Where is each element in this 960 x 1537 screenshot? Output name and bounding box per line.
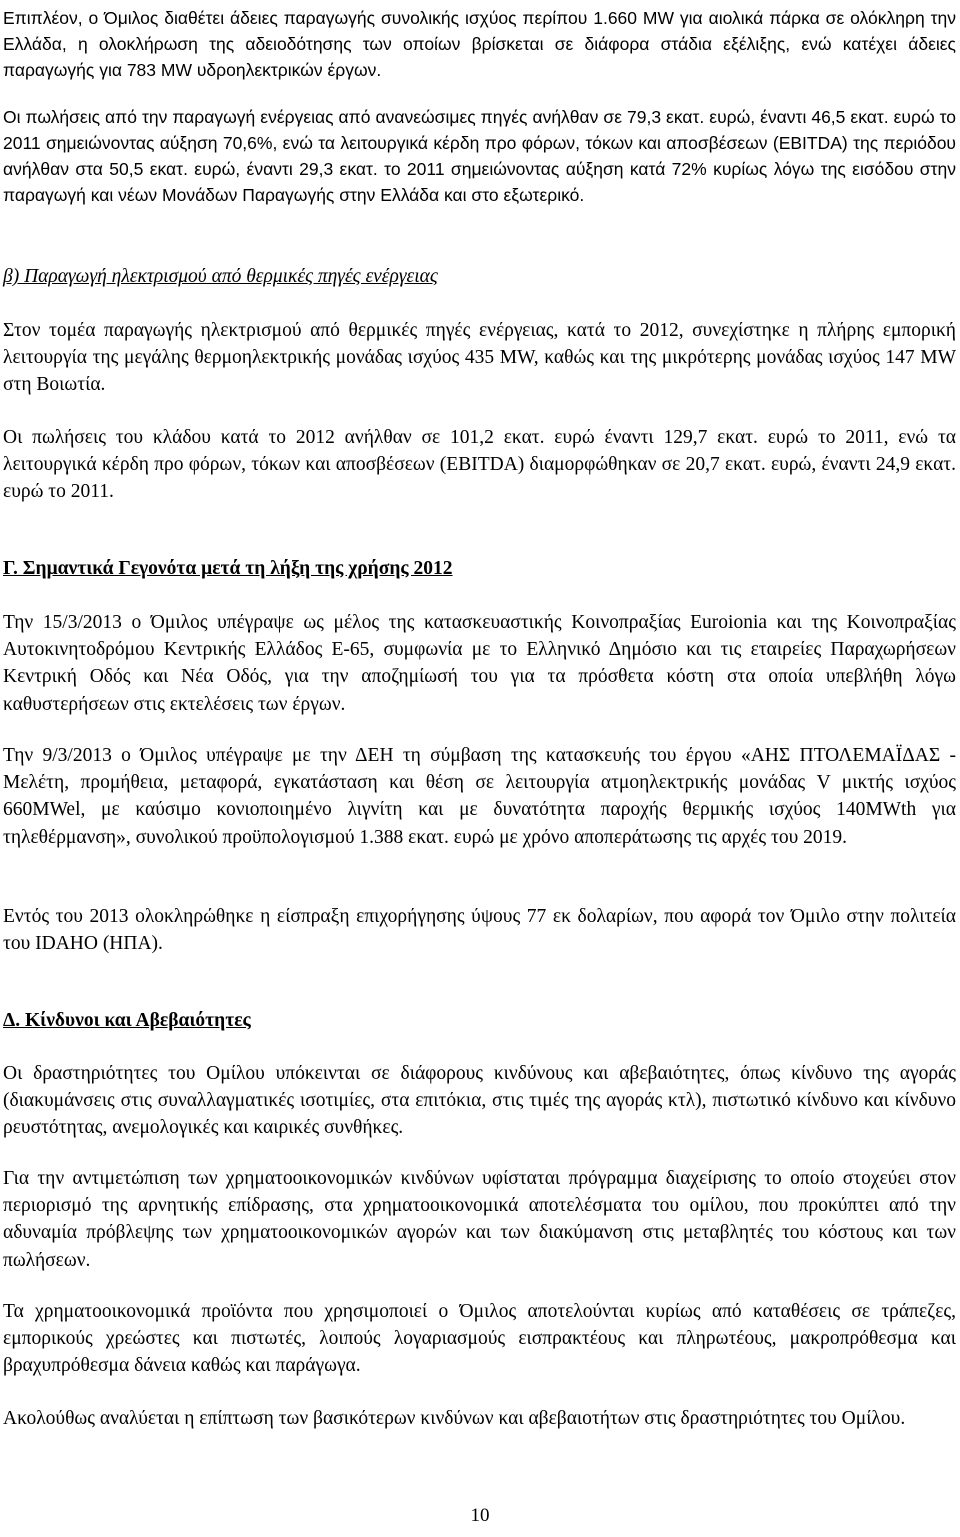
paragraph-event-euroionia: Την 15/3/2013 ο Όμιλος υπέγραψε ως μέλος της κατασκευαστικής Κοινοπραξίας Euroionia και της Κοινοπραξίας Αυτοκινητοδρόμου Κεντρικής Ελλάδος Ε-65, συμφωνία με το Ελληνικό Δημόσιο και τις εταιρείες Παραχωρήσεων Κεντρική Οδός και Νέα Οδός, για την αποζημίωσή του για τα πρόσθετα κόστη στα οποία υπεβλήθη λόγω καθυστερήσεων στις εκτελέσεις των έργων. [3,612,956,715]
page-number: 10 [470,1505,490,1526]
paragraph-event-idaho: Εντός του 2013 ολοκληρώθηκε η είσπραξη επιχορήγησης ύψους 77 εκ δολαρίων, που αφορά τον Όμιλο στην πολιτεία του IDAHO (ΗΠΑ). [3,906,956,955]
paragraph-risks-program: Για την αντιμετώπιση των χρηματοοικονομικών κινδύνων υφίσταται πρόγραμμα διαχείρισης το οποίο στοχεύει στον περιορισμό της αρνητικής επίδρασης, στα χρηματοοικονομικά αποτελέσματα του ομίλου, που προκύπτει από την αδυναμία πρόβλεψης των χρηματοοικονομικών αγορών και των διακύμανση στις μεταβλητές του κόστους και των πωλήσεων. [3,1168,956,1271]
section-heading-events: Γ. Σημαντικά Γεγονότα μετά τη λήξη της χρήσης 2012 [3,558,453,579]
paragraph-risks-overview: Οι δραστηριότητες του Ομίλου υπόκεινται σε διάφορους κινδύνους και αβεβαιότητες, όπως κίνδυνο της αγοράς (διακυμάνσεις στις συναλλαγματικές ισοτιμίες, στα επιτόκια, στις τιμές της αγοράς κτλ), πιστωτικό κίνδυνο και κίνδυνο ρευστότητας, ανεμολογικές και καιρικές συνθήκες. [3,1063,956,1139]
paragraph-thermal-operation: Στον τομέα παραγωγής ηλεκτρισμού από θερμικές πηγές ενέργειας, κατά το 2012, συνεχίστηκε η πλήρης εμπορική λειτουργία της μεγάλης θερμοηλεκτρικής μονάδας ισχύος 435 MW, καθώς και της μικρότερης μονάδας ισχύος 147 MW στη Βοιωτία. [3,320,956,396]
paragraph-thermal-sales: Οι πωλήσεις του κλάδου κατά το 2012 ανήλθαν σε 101,2 εκατ. ευρώ έναντι 129,7 εκατ. ευρώ το 2011, ενώ τα λειτουργικά κέρδη προ φόρων, τόκων και αποσβέσεων (EBITDA) διαμορφώθηκαν σε 20,7 εκατ. ευρώ, έναντι 24,9 εκατ. ευρώ το 2011. [3,427,956,503]
section-heading-thermal: β) Παραγωγή ηλεκτρισμού από θερμικές πηγές ενέργειας [3,266,438,287]
paragraph-wind-licenses: Επιπλέον, ο Όμιλος διαθέτει άδειες παραγωγής συνολικής ισχύος περίπου 1.660 MW για αιολικά πάρκα σε ολόκληρη την Ελλάδα, η ολοκλήρωση της αδειοδότησης των οποίων βρίσκεται σε διάφορα στάδια εξέλιξης, ενώ κατέχει άδειες παραγωγής για 783 MW υδροηλεκτρικών έργων. [3,8,956,80]
paragraph-risks-analysis: Ακολούθως αναλύεται η επίπτωση των βασικότερων κινδύνων και αβεβαιοτήτων στις δραστηριότητες του Ομίλου. [3,1408,906,1429]
paragraph-financial-products: Τα χρηματοοικονομικά προϊόντα που χρησιμοποιεί ο Όμιλος αποτελούνται κυρίως από καταθέσεις σε τράπεζες, εμπορικούς χρεώστες και πιστωτές, λοιπούς λογαριασμούς εισπρακτέους και πληρωτέους, μακροπρόθεσμα και βραχυπρόθεσμα δάνεια καθώς και παράγωγα. [3,1301,956,1377]
paragraph-event-dei: Την 9/3/2013 ο Όμιλος υπέγραψε με την ΔΕΗ τη σύμβαση της κατασκευής του έργου «ΑΗΣ ΠΤΟΛΕΜΑΪΔΑΣ - Μελέτη, προμήθεια, μεταφορά, εγκατάσταση και θέση σε λειτουργία ατμοηλεκτρικής μονάδας V μικτής ισχύος 660MWel, με καύσιμο κονιοποιημένο λιγνίτη και με δυνατότητα παροχής θερμικής ισχύος 140MWth για τηλεθέρμανση», συνολικού προϋπολογισμού 1.388 εκατ. ευρώ με χρόνο αποπεράτωσης τις αρχές του 2019. [3,745,956,848]
section-heading-risks: Δ. Κίνδυνοι και Αβεβαιότητες [3,1010,251,1031]
paragraph-renewables-sales: Οι πωλήσεις από την παραγωγή ενέργειας από ανανεώσιμες πηγές ανήλθαν σε 79,3 εκατ. ευρώ, έναντι 46,5 εκατ. ευρώ το 2011 σημειώνοντας αύξηση 70,6%, ενώ τα λειτουργικά κέρδη προ φόρων, τόκων και αποσβέσεων (EBITDA) της περιόδου ανήλθαν στα 50,5 εκατ. ευρώ, έναντι 29,3 εκατ. το 2011 σημειώνοντας αύξηση κατά 72% κυρίως λόγω της εισόδου στην παραγωγή και νέων Μονάδων Παραγωγής στην Ελλάδα και στο εξωτερικό. [3,107,956,205]
